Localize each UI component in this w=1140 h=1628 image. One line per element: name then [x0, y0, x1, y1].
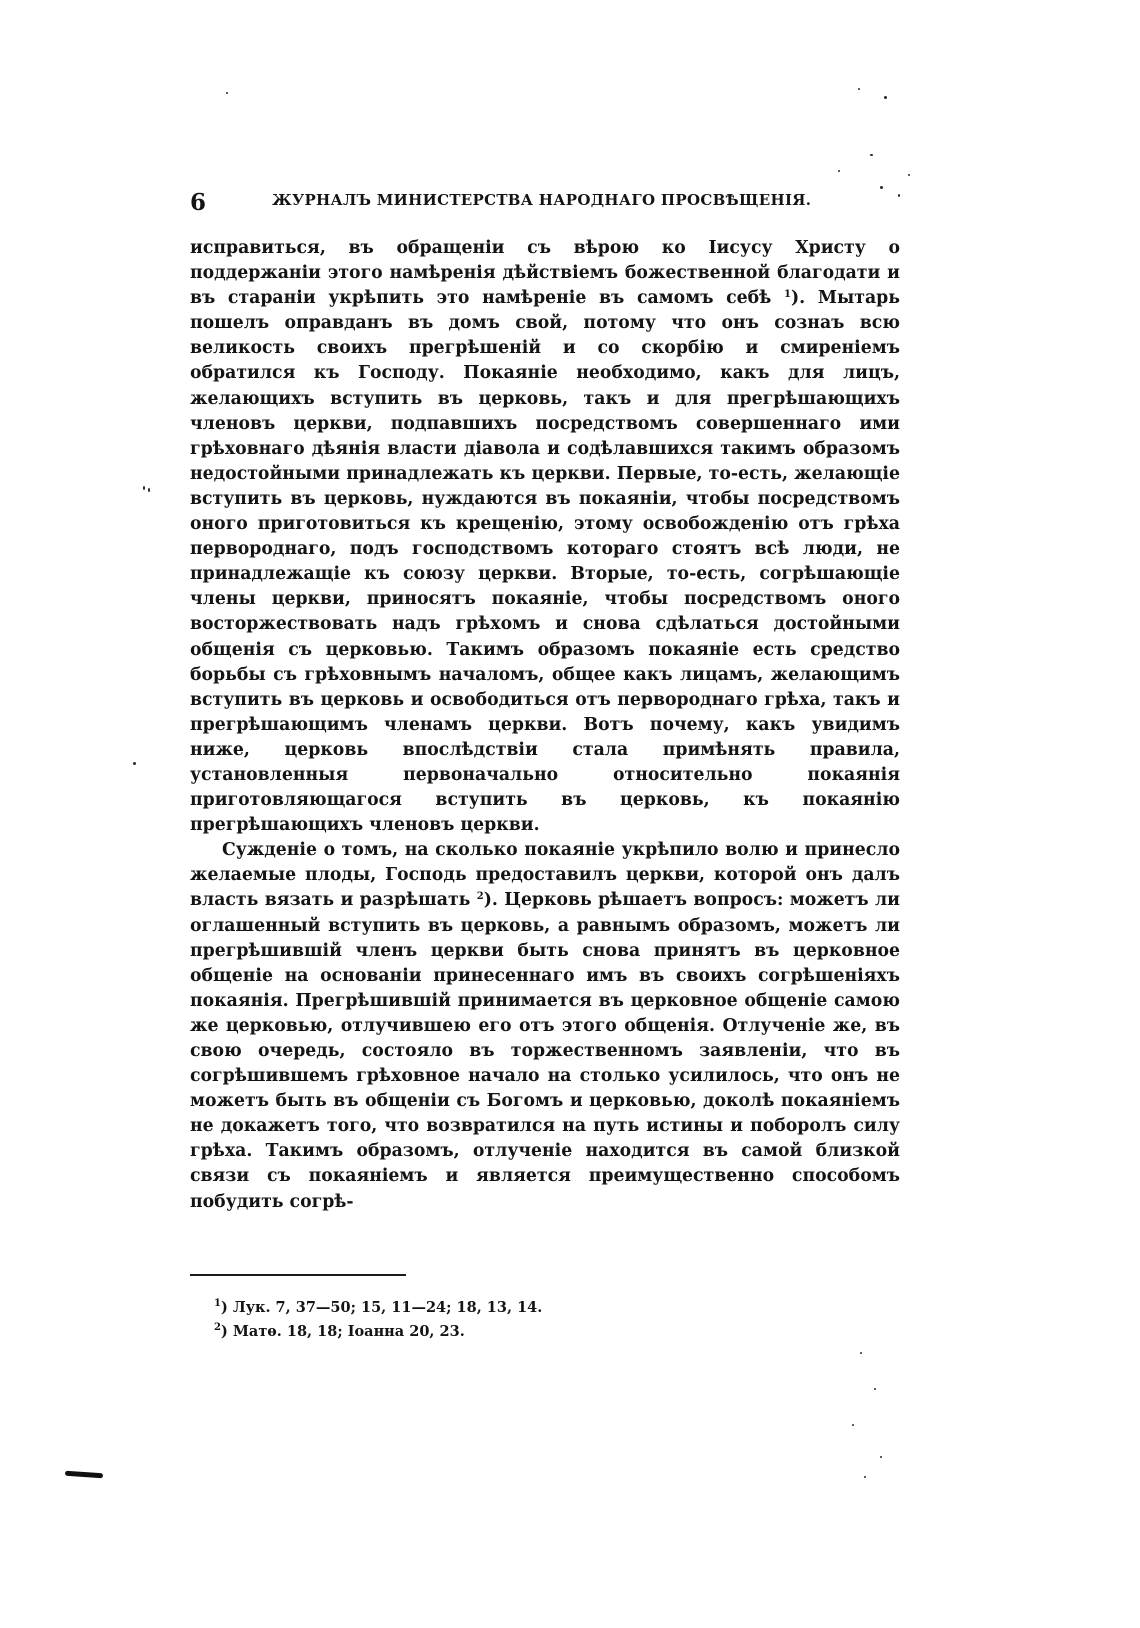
scan-speck — [898, 194, 900, 197]
paragraph-2-part-b: ). Церковь рѣшаетъ вопросъ: можетъ ли оглашенный вступить въ церковь, а равнымъ образомъ, можетъ ли прегрѣшившій членъ церкви быть снова принятъ въ церковное общеніе на основаніи принесеннаго имъ въ своихъ согрѣшеніяхъ покаянія. Прегрѣшившій принимается въ церковное общеніе самою же церковью, отлучившею его отъ этого общенія. Отлученіе же, въ свою очередь, состояло въ торжественномъ заявленіи, что въ согрѣшившемъ грѣховное начало на столько усилилось, что онъ не можетъ быть въ общеніи съ Богомъ и церковью, доколѣ покаяніемъ не докажетъ того, что возвратился на путь истины и поборолъ силу грѣха. Такимъ образомъ, отлученіе находится въ самой близкой связи съ покаяніемъ и является преимущественно способомъ побудить согрѣ- — [190, 890, 907, 1212]
scan-speck — [226, 92, 228, 94]
scan-speck — [860, 1352, 862, 1354]
scan-speck — [908, 174, 910, 176]
running-title: ЖУРНАЛЪ МИНИСТЕРСТВА НАРОДНАГО ПРОСВѢЩЕНІЯ. — [272, 191, 812, 209]
footnote-rule — [190, 1274, 406, 1276]
scan-speck — [143, 486, 145, 490]
scan-speck — [884, 96, 887, 99]
paragraph-2-part-a: Сужденіе о томъ, на сколько покаяніе укрѣпило волю и принесло желаемые плоды, Господь предоставилъ церкви, которой онъ далъ власть вязать и разрѣшать — [190, 840, 907, 911]
scan-edge-mark — [65, 1471, 103, 1479]
body-text — [190, 236, 907, 1215]
paragraph-1-part-b: ). Мытарь пошелъ оправданъ въ домъ свой, потому что онъ сознаъ всю великость своихъ прегрѣшеній и со скорбію и смиреніемъ обратился къ Господу. Покаяніе необходимо, какъ для лицъ, желающихъ вступить въ церковь, такъ и для прегрѣшающихъ членовъ церкви, подпавшихъ посредствомъ совершеннаго ими грѣховнаго дѣянія власти діавола и содѣлавшихся такимъ образомъ недостойными принадлежать къ церкви. Первые, то-есть, желающіе вступить въ церковь, нуждаются въ покаяніи, чтобы посредствомъ оного приготовиться къ крещенію, этому освобожденію отъ грѣха первороднаго, подъ господствомъ котораго стоятъ всѣ люди, не принадлежащіе къ союзу церкви. Вторые, то-есть, согрѣшающіе члены церкви, приносятъ покаяніе, чтобы посредствомъ оного восторжествовать надъ грѣхомъ и снова сдѣлаться достойными общенія съ церковью. Такимъ образомъ покаяніе есть средство борьбы съ грѣховнымъ началомъ, общее какъ лицамъ, желающимъ вступить въ церковь и освободиться отъ первороднаго грѣха, такъ и прегрѣшающимъ членамъ церкви. Вотъ почему, какъ увидимъ ниже, церковь впослѣдствіи стала примѣнять правила, установленныя первоначально относительно покаянія приготовляющагося вступить въ церковь, къ покаянію прегрѣшающихъ членовъ церкви. — [190, 288, 907, 836]
footnotes — [214, 1296, 814, 1344]
scan-speck — [858, 88, 860, 90]
footnote-marker-1: 1 — [214, 1298, 221, 1309]
footnote-2 — [214, 1320, 814, 1344]
footnote-text-1: ) Лук. 7, 37—50; 15, 11—24; 18, 13, 14. — [220, 1299, 543, 1316]
footnote-ref-1[interactable]: 1 — [784, 289, 791, 301]
scan-speck — [148, 488, 150, 492]
paragraph-1-part-a: исправиться, въ обращеніи съ вѣрою ко Іисусу Христу о поддержаніи этого намѣренія дѣйствіемъ божественной благодати и въ стараніи укрѣпить это намѣреніе въ самомъ себѣ — [190, 238, 907, 309]
scan-speck — [874, 1388, 876, 1390]
scan-speck — [864, 1476, 866, 1478]
scan-speck — [880, 186, 883, 189]
scan-speck — [133, 762, 136, 765]
scan-speck — [838, 170, 840, 172]
scan-speck — [880, 1456, 882, 1458]
footnote-marker-2: 2 — [214, 1322, 221, 1333]
footnote-1 — [214, 1296, 814, 1320]
scan-speck — [870, 154, 873, 156]
scan-speck — [852, 1424, 854, 1426]
page-number: 6 — [190, 189, 207, 216]
footnote-text-2: ) Матѳ. 18, 18; Іоанна 20, 23. — [220, 1323, 465, 1340]
footnote-ref-2[interactable]: 2 — [476, 891, 484, 903]
